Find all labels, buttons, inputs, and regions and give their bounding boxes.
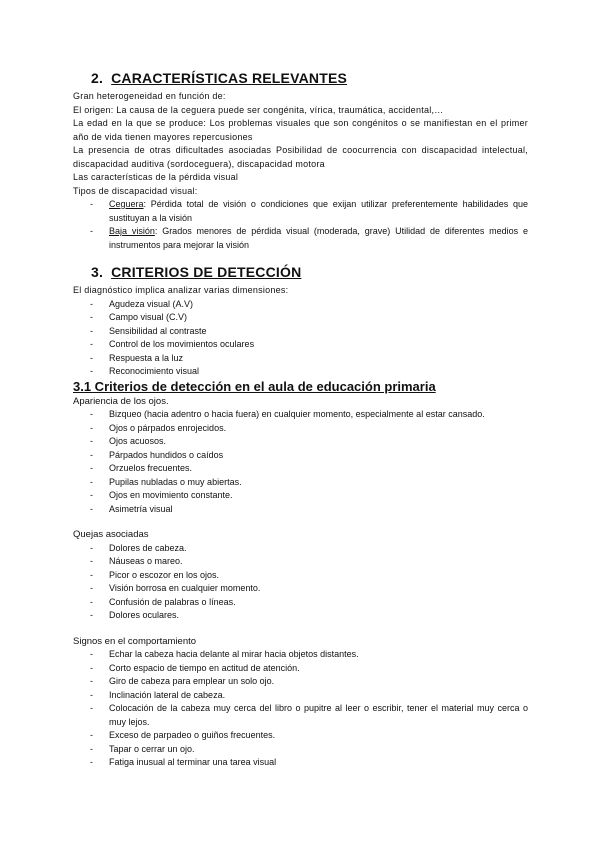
section-3-1-heading: 3.1 Criterios de detección en el aula de educación primaria [73,378,436,394]
list-item [73,198,528,225]
type-term: Ceguera [109,199,144,209]
list-item: - Reconocimiento visual [73,365,528,379]
dificultades-paragraph: La presencia de otras dificultades asociadas Posibilidad de coocurrencia con discapacidad intelectual, discapacidad auditiva (sordoceguera), discapacidad motora [73,145,528,169]
section-2-title: CARACTERÍSTICAS RELEVANTES [111,70,348,86]
list-item: - Orzuelos frecuentes. [73,462,528,476]
section-3-title: CRITERIOS DE DETECCIÓN [111,264,302,280]
apariencia-label: Apariencia de los ojos. [73,395,169,407]
caracteristicas-paragraph: Las características de la pérdida visual [73,172,239,182]
list-item: - Fatiga inusual al terminar una tarea visual [73,756,528,770]
list-item: - Confusión de palabras o líneas. [73,596,528,610]
list-item: - Exceso de parpadeo o guiños frecuentes. [73,729,528,743]
list-item: - Dolores oculares. [73,609,528,623]
list-item [73,225,528,252]
list-item: - Inclinación lateral de cabeza. [73,689,528,703]
section-2-intro: Gran heterogeneidad en función de: [73,91,226,101]
list-item: - Ojos en movimiento constante. [73,489,528,503]
list-item: - Ojos acuosos. [73,435,528,449]
type-description: : Grados menores de pérdida visual (moderada, grave) Utilidad de diferentes medios e instrumentos para mejorar la visión [109,226,528,250]
dimensions-list [73,298,528,379]
list-item: - Giro de cabeza para emplear un solo ojo. [73,675,528,689]
section-3-number: 3. [91,264,104,280]
type-term: Baja visión [109,226,155,236]
origen-paragraph: El origen: La causa de la ceguera puede ser congénita, vírica, traumática, accidental,… [73,104,444,115]
list-item: - Dolores de cabeza. [73,542,528,556]
quejas-label: Quejas asociadas [73,529,149,540]
section-2-heading [91,70,528,86]
list-item: - Agudeza visual (A.V) [73,298,528,312]
tipos-list [73,198,528,252]
signos-label: Signos en el comportamiento [73,635,197,647]
list-item: - Sensibilidad al contraste [73,325,528,339]
signos-list [73,648,528,770]
list-item: - Picor o escozor en los ojos. [73,569,528,583]
list-item: - Echar la cabeza hacia delante al mirar hacia objetos distantes. [73,648,528,662]
list-item: - Náuseas o mareo. [73,555,528,569]
section-3-intro: El diagnóstico implica analizar varias dimensiones: [73,285,289,295]
list-item: - Pupilas nubladas o muy abiertas. [73,476,528,490]
list-item: - Visión borrosa en cualquier momento. [73,582,528,596]
list-item: - Campo visual (C.V) [73,311,528,325]
document-content [73,70,528,770]
section-2-number: 2. [91,70,104,86]
type-description: : Pérdida total de visión o condiciones que exijan utilizar preferentemente habilidades que sustituyan a la visión [109,199,528,223]
list-item: - Respuesta a la luz [73,352,528,366]
list-item: - Colocación de la cabeza muy cerca del libro o pupitre al leer o escribir, tener el material muy cerca o muy lejos. [73,702,528,729]
list-item: - Control de los movimientos oculares [73,338,528,352]
tipos-paragraph: Tipos de discapacidad visual: [73,185,198,196]
list-item: - Bizqueo (hacia adentro o hacia fuera) en cualquier momento, especialmente al estar cansado. [73,408,528,422]
edad-paragraph: La edad en la que se produce: Los problemas visuales que son congénitos o se manifiestan en el primer año de vida tienen mayores repercusiones [73,118,528,142]
list-item: - Ojos o párpados enrojecidos. [73,422,528,436]
section-3-heading [91,264,528,280]
list-item: - Corto espacio de tiempo en actitud de atención. [73,662,528,676]
quejas-list [73,542,528,623]
apariencia-list [73,408,528,516]
list-item: - Tapar o cerrar un ojo. [73,743,528,757]
list-item: - Párpados hundidos o caídos [73,449,528,463]
list-item: - Asimetría visual [73,503,528,517]
